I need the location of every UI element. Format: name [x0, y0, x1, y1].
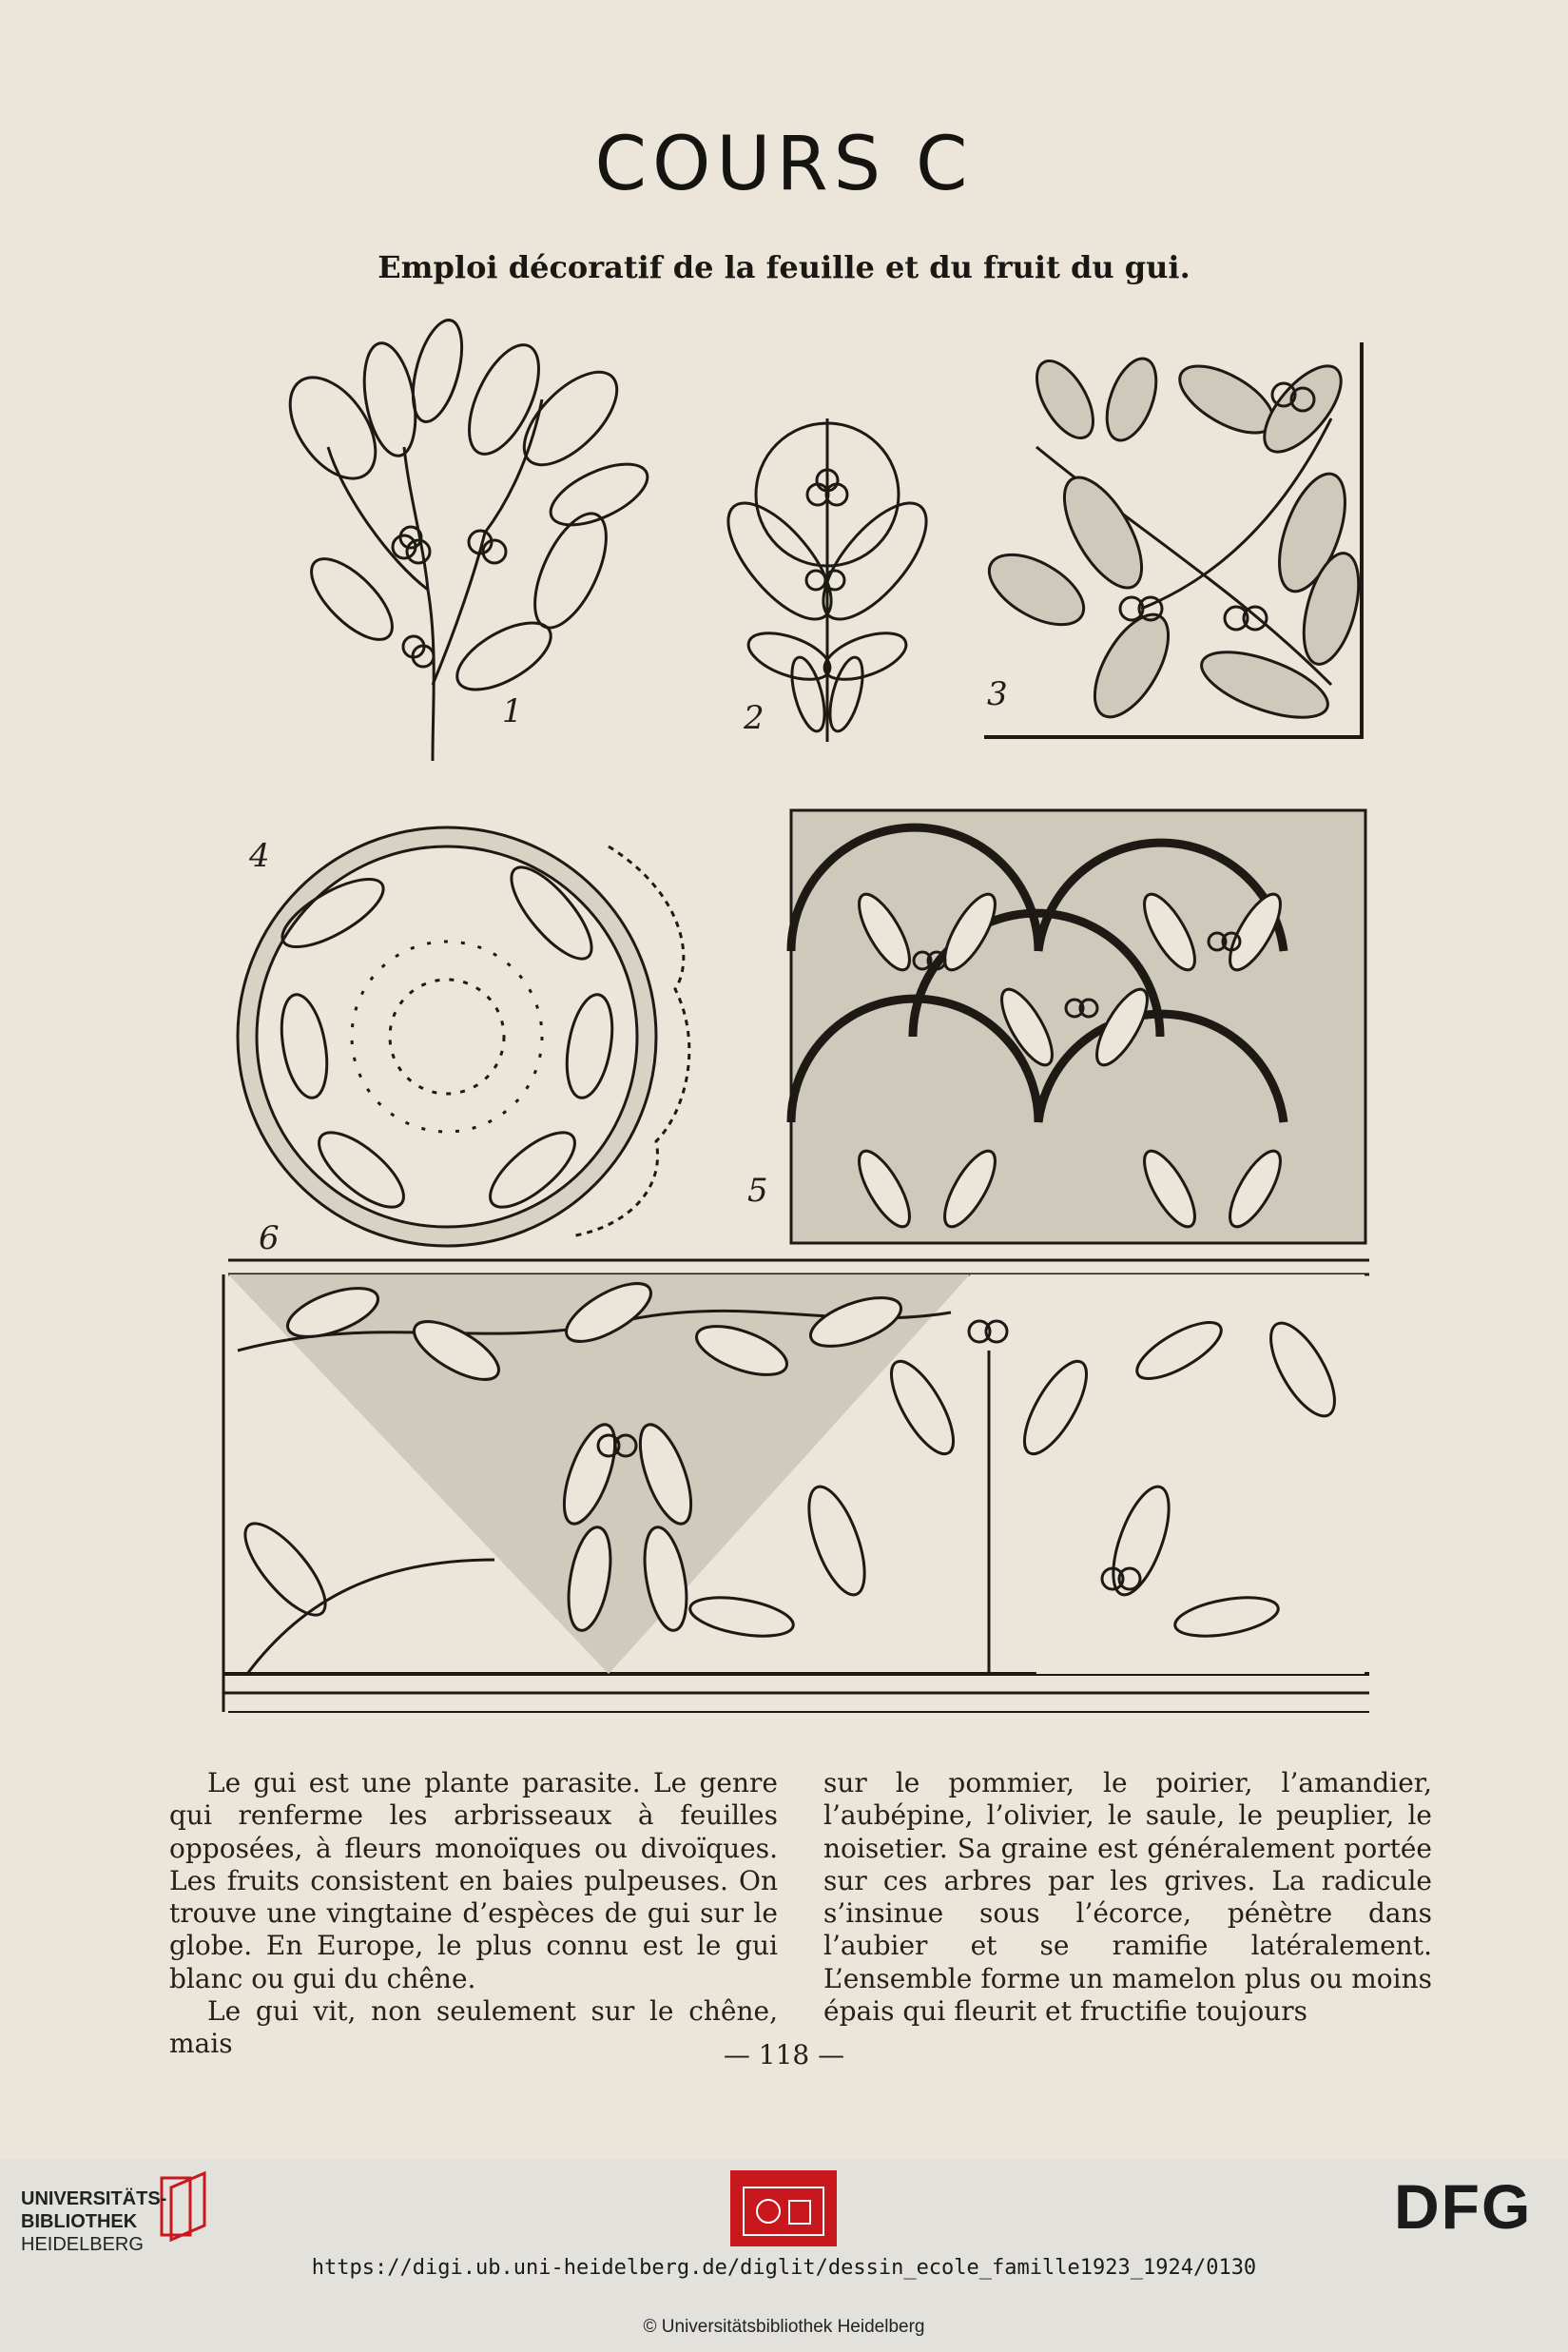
library-line-2: BIBLIOTHEK [21, 2211, 138, 2232]
figure-4-label: 4 [249, 837, 270, 875]
dfg-logo[interactable]: DFG [1394, 2171, 1533, 2242]
figure-1-label: 1 [502, 692, 523, 730]
figure-5-arcade [791, 810, 1365, 1243]
page-subtitle: Emploi décoratif de la feuille et du fruit du gui. [377, 249, 1191, 285]
episteme-logo[interactable] [730, 2170, 837, 2246]
episteme-icon [730, 2170, 837, 2246]
permalink-url[interactable]: https://digi.ub.uni-heidelberg.de/diglit/dessin_ecole_famille1923_1924/0130 [311, 2256, 1257, 2280]
page-number: — 118 — [723, 2039, 845, 2070]
library-line-1: UNIVERSITÄTS- [21, 2188, 167, 2209]
figure-3-corner [978, 342, 1368, 737]
figure-5-label: 5 [747, 1172, 768, 1210]
figure-2-medallion [710, 418, 943, 742]
paragraph: Le gui vit, non seulement sur le chêne, mais [169, 1995, 778, 2060]
figure-6-label: 6 [259, 1219, 280, 1257]
paragraph: sur le pommier, le poirier, l’amandier, l’aubépine, l’olivier, le saule, le peuplier, le noisetier. Sa graine est généralement portée sur ces arbres par les grives. La radicule s’insinue sous l’écorce, pénètre dans l’aubier et se ramifie latéralement. L’ensemble forme un mamelon plus ou moins épais qui fleurit et fructifie toujours [823, 1767, 1432, 2028]
figure-6-frieze [223, 1260, 1369, 1712]
figure-1-branch [273, 315, 656, 761]
library-name[interactable] [21, 2187, 166, 2256]
copyright-notice: © Universitätsbibliothek Heidelberg [643, 2317, 925, 2337]
library-line-3: HEIDELBERG [21, 2234, 144, 2255]
figure-3-label: 3 [987, 675, 1008, 713]
text-column-right [823, 1767, 1432, 2028]
text-column-left [169, 1767, 778, 2061]
figure-2-label: 2 [744, 699, 765, 737]
page-title: COURS C [594, 122, 974, 207]
figure-4-roundel [238, 827, 689, 1246]
paragraph: Le gui est une plante parasite. Le genre qui renferme les arbrisseaux à feuilles opposées, à fleurs monoïques ou divoïques. Les fruits consistent en baies pulpeuses. On trouve une vingtaine d’espèces de gui sur le globe. En Europe, le plus connu est le gui blanc ou gui du chêne. [169, 1767, 778, 1994]
